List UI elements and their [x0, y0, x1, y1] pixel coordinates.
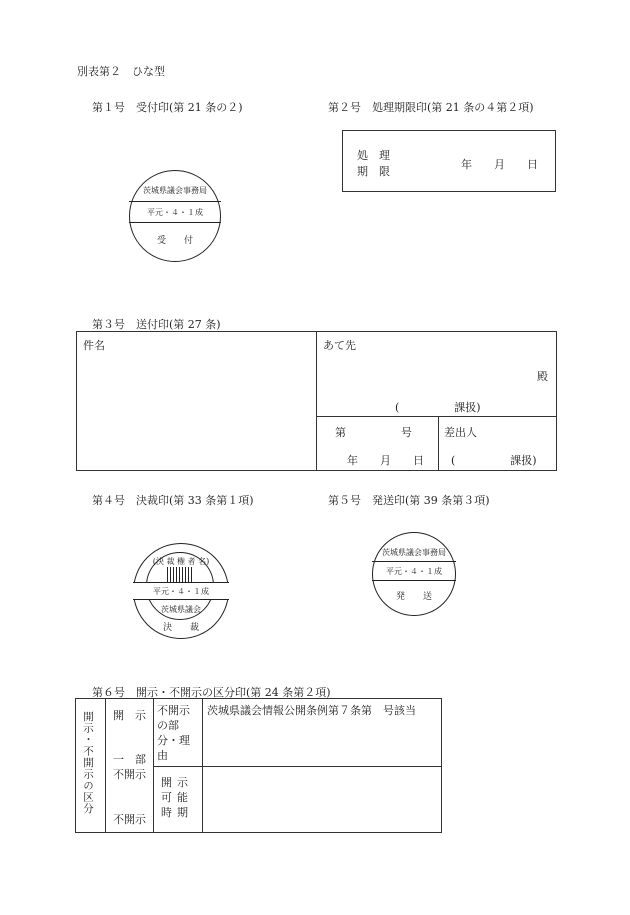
partial-option-2: 不開示 — [113, 768, 146, 781]
dispatch-stamp-org: 茨城県議会事務局 — [382, 548, 446, 557]
addressee-section: ( 課扱) — [395, 401, 481, 414]
approval-arc-label: (決 裁 権 者 名) — [152, 557, 210, 566]
form2-heading: 第２号 処理期限印(第 21 条の４第２項) — [328, 101, 534, 114]
approval-stamp-date — [133, 582, 229, 600]
dispatch-stamp-date — [372, 561, 456, 581]
addressee-label: あて先 — [323, 339, 356, 352]
page-title: 別表第２ ひな型 — [77, 65, 165, 78]
dispatch-form — [76, 331, 557, 471]
addressee-dono: 殿 — [537, 370, 548, 383]
approval-stamp — [133, 543, 229, 639]
number-label: 第 号 — [335, 426, 412, 439]
received-stamp-date-text: 平元・４・１成 — [147, 207, 203, 217]
received-stamp — [129, 170, 221, 262]
form5-heading: 第５号 発送印(第 39 条第３項) — [328, 494, 490, 507]
approval-hatch — [167, 567, 194, 583]
deadline-label-2: 期 限 — [357, 165, 390, 178]
approval-stamp-org: 茨城県議会 — [161, 605, 201, 614]
form6-heading: 第６号 開示・不開示の区分印(第 24 条第２項) — [92, 686, 331, 699]
sender-section: ( 課扱) — [451, 454, 537, 467]
reason-text: 茨城県議会情報公開条例第７条第 号該当 — [207, 704, 416, 717]
approval-stamp-label: 決 裁 — [162, 623, 199, 633]
received-stamp-label: 受 付 — [156, 236, 193, 246]
form4-heading: 第４号 決裁印(第 33 条第１項) — [92, 494, 254, 507]
dispatch-stamp — [372, 532, 456, 616]
approval-stamp-date-text: 平元・４・１成 — [153, 586, 209, 596]
form3-heading: 第３号 送付印(第 27 条) — [92, 318, 221, 331]
received-stamp-org: 茨城県議会事務局 — [143, 186, 207, 195]
subject-label: 件名 — [83, 339, 105, 352]
open-option: 開 示 — [113, 709, 146, 722]
disclosure-vertical-label: 開示・不開示の区分 — [82, 711, 94, 815]
deadline-stamp — [342, 130, 556, 192]
period-label: 開示可能時期 — [161, 776, 193, 819]
form1-heading: 第１号 受付印(第 21 条の２) — [92, 101, 243, 114]
sender-label: 差出人 — [444, 426, 477, 439]
dispatch-stamp-date-text: 平元・４・１成 — [386, 566, 442, 576]
dispatch-stamp-label: 発 送 — [395, 592, 432, 602]
deadline-label-1: 処 理 — [357, 149, 390, 162]
number-date: 年 月 日 — [347, 454, 424, 467]
deadline-date: 年 月 日 — [461, 158, 538, 171]
disclosure-table — [75, 698, 442, 833]
reason-label: 不開示の部分・理由 — [157, 704, 190, 762]
partial-option-1: 一 部 — [113, 753, 146, 766]
closed-option: 不開示 — [113, 813, 146, 826]
received-stamp-date — [129, 201, 221, 223]
